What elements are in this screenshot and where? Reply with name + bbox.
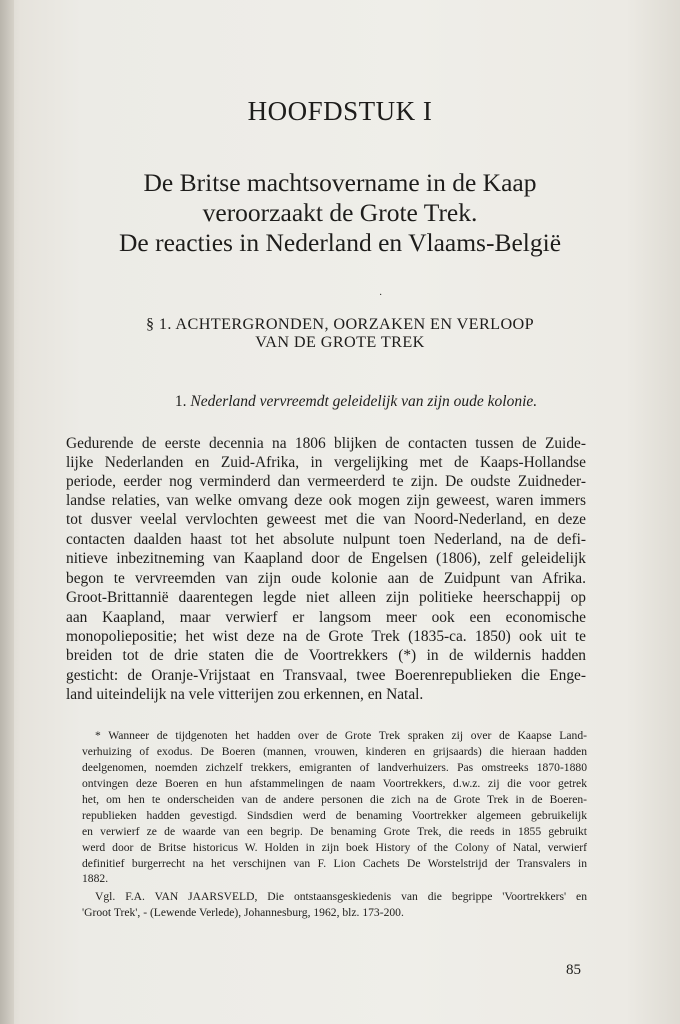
body-line: nitieve inbezitneming van Kaapland door de Engelsen (1806), zelf geleidelijk [66, 550, 586, 567]
subsection-number: 1. [174, 393, 187, 410]
footnote-line: ontvingen deze Boeren en hun afstammelingen de naam Voortrekkers, d.w.z. zij die voor getrek [82, 777, 587, 790]
body-line: breiden tot de drie staten die de Voortrekkers (*) in de wildernis hadden [66, 647, 586, 664]
page-gutter-shadow [0, 0, 14, 1024]
footnote-line: definitief burgerrecht na het verschijnen van F. Lion Cachets De Worstelstrijd der Transvalers in [82, 857, 587, 870]
section-heading-line-1: § 1. ACHTERGRONDEN, OORZAKEN EN VERLOOP [145, 315, 535, 333]
separator-dot: · [379, 290, 383, 301]
footnote-line: en verwierf ze de waarde van een begrip. De benaming Grote Trek, die reeds in 1855 gebruikt [82, 825, 587, 838]
body-line: aan Kaapland, maar verwierf er langsom meer ook een economische [66, 609, 586, 626]
section-heading-line-2: VAN DE GROTE TREK [255, 333, 425, 351]
chapter-heading: HOOFDSTUK I [247, 96, 433, 126]
footnote-line: verhuizing of exodus. De Boeren (mannen, vrouwen, kinderen en grijsaards) die hieraan hadden [82, 745, 587, 758]
subsection-heading [66, 393, 646, 411]
body-line: begon te vervreemden van zijn oude kolonie aan de Zuidpunt van Afrika. [66, 570, 586, 587]
footnote-line: * Wanneer de tijdgenoten het hadden over de Grote Trek spraken zij over de Kaapse Land- [95, 729, 587, 742]
body-line: tot dusver veelal vervlochten geweest met die van Noord-Nederland, en deze [66, 511, 586, 528]
body-line: landse relaties, van welke omvang deze ook mogen zijn geweest, waren immers [66, 492, 586, 509]
chapter-title-line-3: De reacties in Nederland en Vlaams-België [118, 228, 562, 257]
body-line: Groot-Brittannië daarentegen legde niet alleen zijn politieke heerschappij op [66, 589, 586, 606]
reference-line: 'Groot Trek', - (Lewende Verlede), Johannesburg, 1962, blz. 173-200. [82, 906, 404, 919]
footnote-line: deelgenomen, noemden zichzelf trekkers, emigranten of landverhuizers. Pas omstreeks 1870-1880 [82, 761, 587, 774]
body-line: monopoliepositie; het wist deze na de Grote Trek (1835-ca. 1850) ook uit te [66, 628, 586, 645]
body-line: gesticht: de Oranje-Vrijstaat en Transvaal, twee Boerenrepublieken die Enge- [66, 667, 586, 684]
chapter-title-line-1: De Britse machtsovername in de Kaap [143, 168, 537, 197]
page-number: 85 [566, 962, 581, 978]
chapter-title-line-2: veroorzaakt de Grote Trek. [202, 198, 478, 227]
footnote-line: 1882. [82, 872, 109, 885]
body-line: lijke Nederlanden en Zuid-Afrika, in vergelijking met de Kaaps-Hollandse [66, 454, 586, 471]
footnote-line: het, om hen te onderscheiden van de andere personen die zich na de Grote Trek in de Boeren- [82, 793, 587, 806]
footnote-line: werd door de Britse historicus W. Holden in zijn boek History of the Colony of Natal, verwierf [82, 841, 587, 854]
body-line: Gedurende de eerste decennia na 1806 blijken de contacten tussen de Zuide- [66, 435, 586, 452]
footnote-line: republieken hadden gevestigd. Sindsdien werd de benaming Voortrekker algemeen gebruikelijk [82, 809, 587, 822]
subsection-title: Nederland vervreemdt geleidelijk van zijn oude kolonie. [190, 393, 538, 410]
body-line: contacten daalden haast tot het absolute nulpunt toen Nederland, na de defi- [66, 531, 586, 548]
body-line: land uiteindelijk na vele vitterijen zou erkennen, en Natal. [66, 686, 424, 703]
reference-line: Vgl. F.A. VAN JAARSVELD, Die ontstaansgeskiedenis van die begrippe 'Voortrekkers' en [95, 890, 587, 903]
body-line: periode, eerder nog verminderd dan vermeerderd te zijn. De oudste Zuidneder- [66, 473, 586, 490]
